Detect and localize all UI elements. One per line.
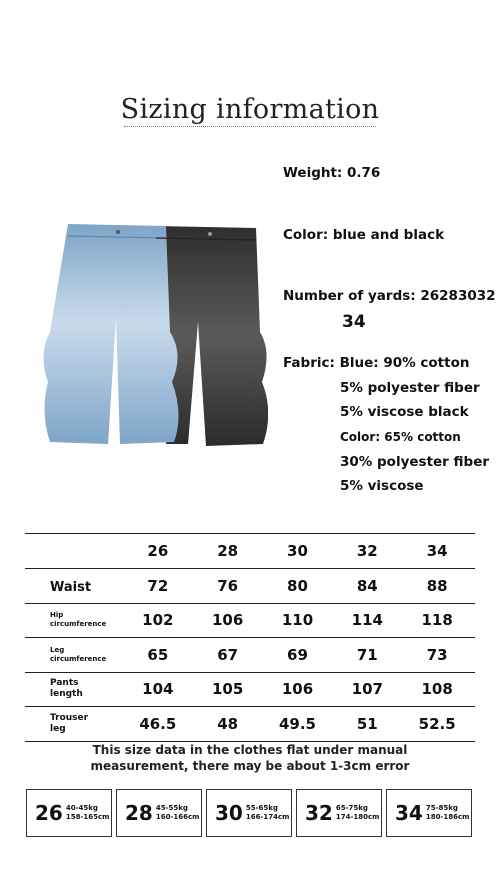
table-cell: 114	[351, 611, 383, 630]
table-cell: 106	[281, 680, 314, 699]
table-cell: 80	[287, 576, 308, 595]
size-box-weight: 55-65kg	[245, 804, 278, 812]
row-label	[25, 638, 120, 673]
size-header: 30	[287, 542, 308, 560]
size-header: 32	[356, 542, 378, 560]
table-cell: 110	[281, 611, 314, 630]
size-table	[25, 533, 475, 742]
size-box-details	[66, 804, 110, 822]
note-line-2: measurement, there may be about 1-3cm error	[90, 759, 410, 773]
table-cell: 102	[142, 611, 174, 630]
size-header: 34	[426, 542, 448, 560]
row-label-line2: circumference	[50, 654, 107, 663]
table-cell: 71	[356, 645, 378, 664]
size-box-details	[336, 804, 380, 822]
table-cell: 76	[217, 576, 239, 595]
table-cell: 49.5	[278, 714, 316, 733]
table-row	[25, 672, 475, 707]
size-box-weight: 75-85kg	[425, 804, 458, 812]
row-label	[25, 707, 120, 742]
table-cell: 73	[426, 645, 448, 664]
size-box-weight: 40-45kg	[65, 804, 98, 812]
fabric-info-4: Color: 65% cotton	[340, 430, 461, 444]
size-box-details	[156, 804, 200, 822]
size-box	[386, 789, 472, 837]
yards-info-cont: 34	[342, 312, 366, 332]
size-box-height: 160-166cm	[155, 813, 200, 821]
size-box-details	[426, 804, 470, 822]
fabric-info-1: Fabric: Blue: 90% cotton	[283, 355, 470, 371]
size-recommendation-boxes	[26, 789, 476, 839]
size-header: 26	[147, 542, 169, 560]
size-box-height: 166-174cm	[245, 813, 290, 821]
size-box-weight: 45-55kg	[155, 804, 188, 812]
table-header-row	[25, 534, 475, 569]
size-box-weight: 65-75kg	[335, 804, 368, 812]
table-row	[25, 569, 475, 604]
blue-jeans	[43, 224, 178, 444]
color-info: Color: blue and black	[283, 227, 445, 243]
size-box-height: 174-180cm	[335, 813, 380, 821]
size-box-number: 34	[395, 801, 423, 825]
table-cell: 69	[287, 645, 308, 664]
table-cell: 67	[217, 645, 239, 664]
table-cell: 84	[356, 576, 378, 595]
size-box-height: 158-165cm	[65, 813, 110, 821]
size-box-details	[246, 804, 290, 822]
table-row	[25, 707, 475, 742]
table-cell: 51	[356, 714, 378, 733]
measurement-note	[0, 742, 500, 774]
yards-info: Number of yards: 26283032	[283, 288, 496, 304]
size-box-number: 26	[35, 801, 63, 825]
note-line-1: This size data in the clothes flat under manual	[92, 743, 408, 757]
table-cell: 108	[421, 680, 453, 699]
size-box-height: 180-186cm	[425, 813, 470, 821]
weight-info: Weight: 0.76	[283, 165, 381, 181]
table-cell: 72	[147, 576, 169, 595]
table-corner	[25, 534, 120, 569]
table-cell: 107	[351, 680, 383, 699]
table-cell: 65	[147, 645, 169, 664]
row-label-line2: leg	[50, 723, 66, 734]
row-label-line1: Pants	[50, 678, 79, 689]
row-label-line1: Leg	[50, 645, 65, 654]
fabric-info-5: 30% polyester fiber	[340, 454, 490, 470]
size-box-number: 30	[215, 801, 243, 825]
fabric-info-2: 5% polyester fiber	[340, 380, 480, 396]
row-label	[25, 569, 120, 604]
size-box-number: 28	[125, 801, 153, 825]
page-title: Sizing information	[120, 94, 380, 125]
jeans-illustration	[38, 222, 268, 450]
size-header: 28	[217, 542, 239, 560]
table-cell: 105	[212, 680, 244, 699]
size-box	[26, 789, 112, 837]
table-cell: 104	[142, 680, 174, 699]
row-label	[25, 672, 120, 707]
row-label	[25, 603, 120, 638]
table-cell: 88	[426, 576, 448, 595]
size-box-number: 32	[305, 801, 333, 825]
row-label-line1: Hip	[50, 611, 64, 620]
title-underline	[124, 126, 376, 127]
size-box	[116, 789, 202, 837]
row-label-line1: Trouser	[50, 712, 89, 723]
fabric-info-6: 5% viscose	[340, 478, 424, 494]
table-cell: 118	[421, 611, 453, 630]
size-box	[206, 789, 292, 837]
table-cell: 48	[217, 714, 239, 733]
row-label-line2: length	[50, 689, 83, 700]
row-label-text: Waist	[50, 579, 92, 595]
table-cell: 52.5	[418, 714, 456, 733]
row-label-line2: circumference	[50, 620, 107, 629]
table-cell: 46.5	[139, 714, 177, 733]
table-cell: 106	[212, 611, 244, 630]
table-row	[25, 603, 475, 638]
jeans-product-image	[38, 222, 268, 450]
fabric-info-3: 5% viscose black	[340, 404, 469, 420]
size-box	[296, 789, 382, 837]
table-row	[25, 638, 475, 673]
